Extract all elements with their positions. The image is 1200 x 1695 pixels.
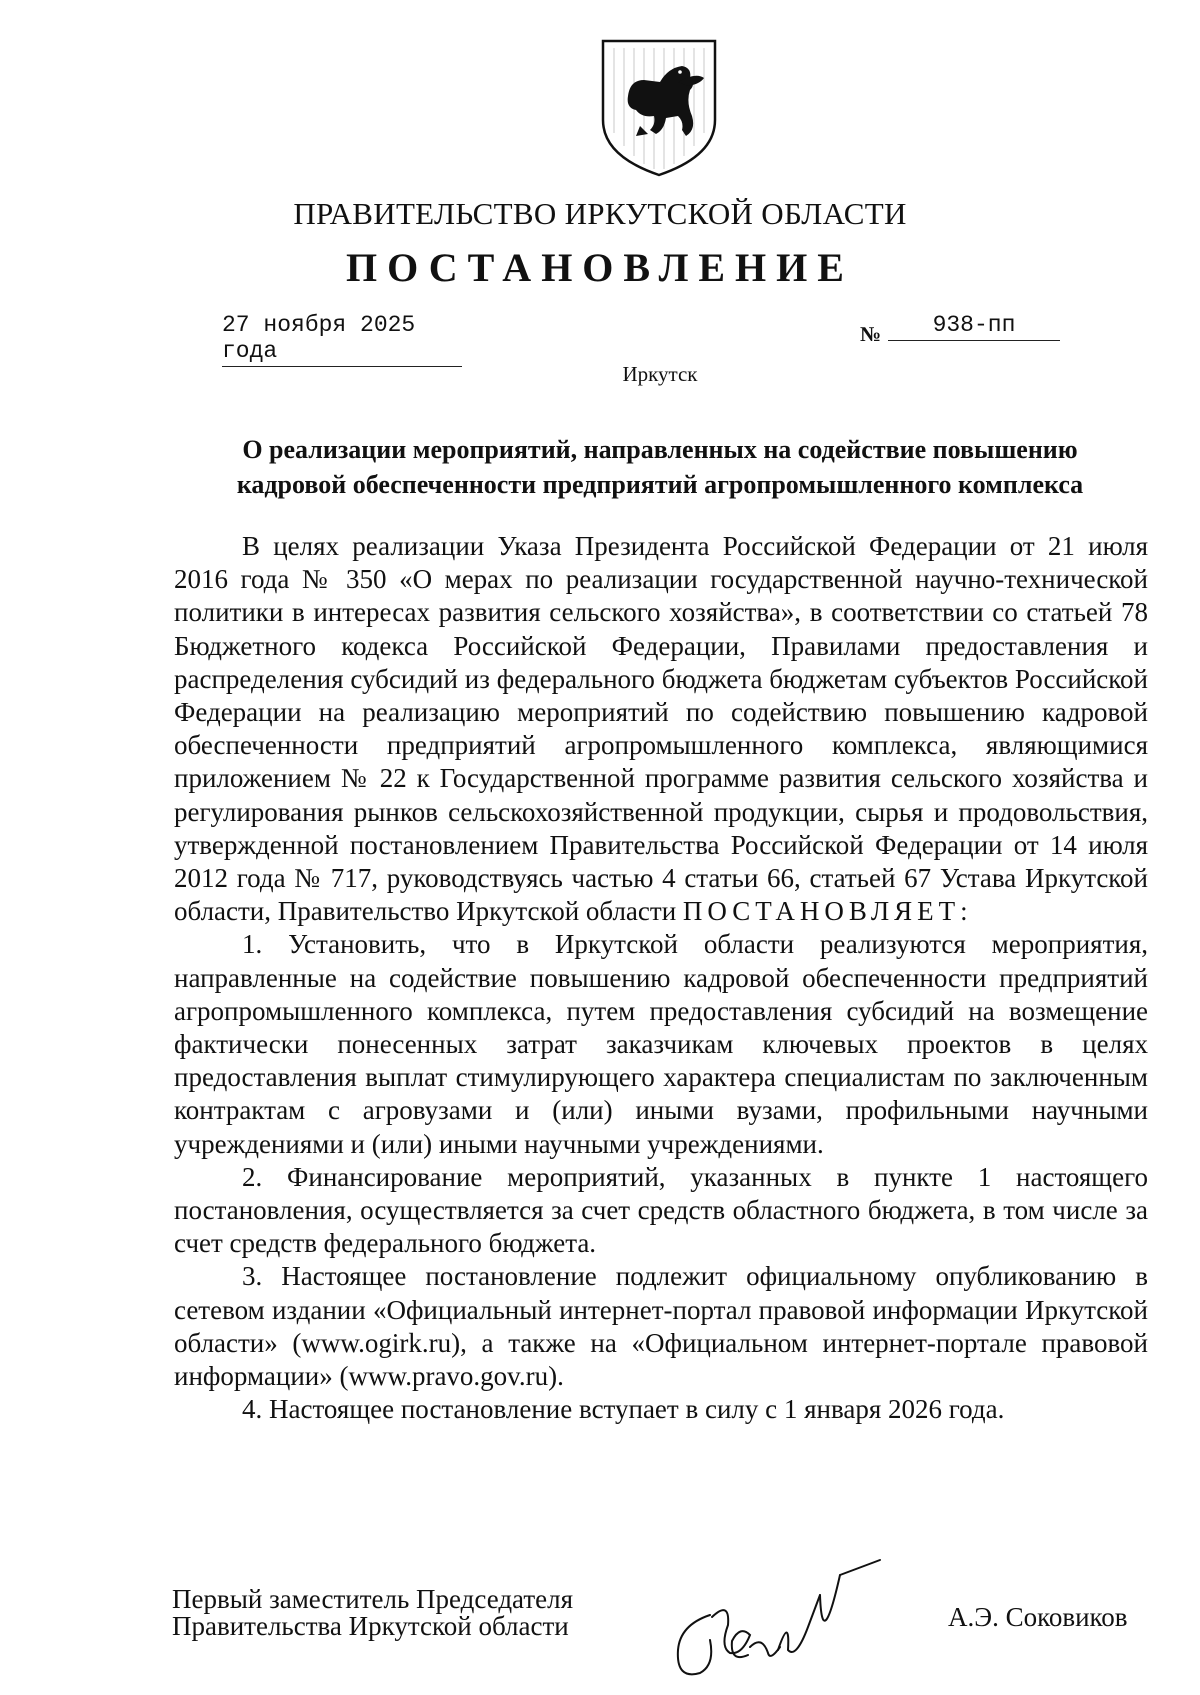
clause-paragraph: 3. Настоящее постановление подлежит официальному опубликованию в сетевом издании «Официальный интернет-портал правовой информации Иркутской области» (www.ogirk.ru), а также на «Официальном интернет-портале правовой информации» (www.pravo.gov.ru).: [174, 1261, 1148, 1392]
signatory-title: [172, 1586, 573, 1640]
preamble-paragraph: [174, 530, 1148, 928]
signatory-title-line: Первый заместитель Председателя: [172, 1584, 574, 1614]
document-number: 938-пп: [888, 312, 1060, 341]
clause-paragraph: 4. Настоящее постановление вступает в силу с 1 января 2026 года.: [242, 1394, 1005, 1425]
subject-line: О реализации мероприятий, направленных на содействие повышению: [242, 435, 1078, 464]
number-sign: №: [860, 322, 882, 346]
document-date: 27 ноября 2025 года: [222, 312, 462, 367]
document-type: ПОСТАНОВЛЕНИЕ: [346, 245, 854, 290]
handwritten-signature-icon: [670, 1555, 900, 1695]
document-city: Иркутск: [622, 362, 698, 386]
irkutsk-coat-of-arms-icon: [600, 38, 718, 178]
signatory-title-line: Правительства Иркутской области: [172, 1611, 569, 1641]
subject-line: кадровой обеспеченности предприятий агропромышленного комплекса: [236, 470, 1084, 499]
document-body: [174, 530, 1148, 1426]
preamble-text: В целях реализации Указа Президента Российской Федерации от 21 июля 2016 года № 350 «О мерах по реализации государственной научно-технической политики в интересах развития сельского хозяйства», в соответствии со статьей 78 Бюджетного кодекса Российской Федерации, Правилами предоставления и распределения субсидий из федерального бюджета бюджетам субъектов Российской Федерации на реализацию мероприятий по содействию повышению кадровой обеспеченности предприятий агропромышленного комплекса, являющимися приложением № 22 к Государственной программе развития сельского хозяйства и регулирования рынков сельскохозяйственной продукции, сырья и продовольствия, утвержденной постановлением Правительства Российской Федерации от 14 июля 2012 года № 717, руководствуясь частью 4 статьи 66, статьей 67 Устава Иркутской области, Правительство Иркутской области: [174, 531, 1148, 927]
clause-paragraph: 1. Установить, что в Иркутской области реализуются мероприятия, направленные на содействие повышению кадровой обеспеченности предприятий агропромышленного комплекса, путем предоставления субсидий на возмещение фактически понесенных затрат заказчикам ключевых проектов в целях предоставления выплат стимулирующего характера специалистам по заключенным контрактам с агровузами и (или) иными вузами, профильными научными учреждениями и (или) иными научными учреждениями.: [174, 929, 1148, 1159]
signatory-name: А.Э. Соковиков: [948, 1602, 1128, 1632]
resolves-word: ПОСТАНОВЛЯЕТ:: [682, 896, 973, 927]
document-subject: [180, 432, 1140, 502]
government-name: ПРАВИТЕЛЬСТВО ИРКУТСКОЙ ОБЛАСТИ: [293, 196, 907, 231]
clause-paragraph: 2. Финансирование мероприятий, указанных в пункте 1 настоящего постановления, осуществляется за счет средств областного бюджета, в том числе за счет средств федерального бюджета.: [174, 1161, 1148, 1259]
